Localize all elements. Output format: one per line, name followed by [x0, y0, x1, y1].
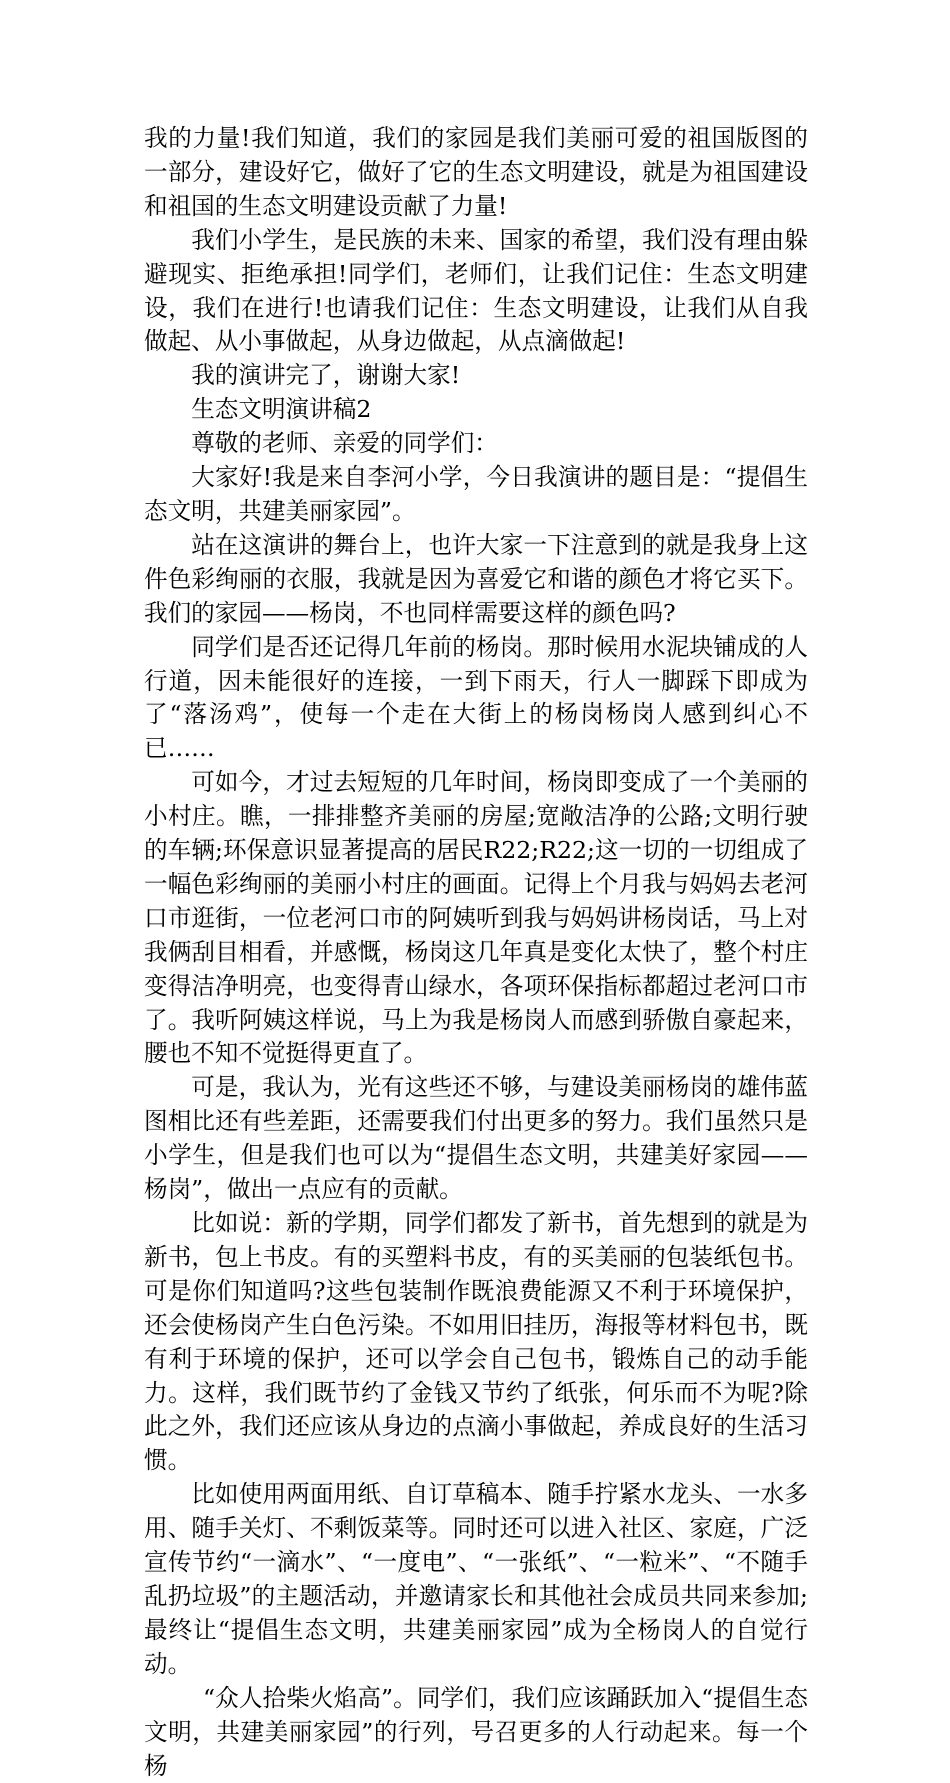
paragraph-12: 比如使用两面用纸、自订草稿本、随手拧紧水龙头、一水多用、随手关灯、不剩饭菜等。同时还可以进入社区、家庭，广泛宣传节约“一滴水”、“一度电”、“一张纸”、“一粒米”、“不随手乱扔垃圾”的主题活动，并邀请家长和其他社会成员共同来参加;最终让“提倡生态文明，共建美丽家园”成为全杨岗人的自觉行动。	[144, 1480, 808, 1678]
salutation: 尊敬的老师、亲爱的同学们：	[191, 429, 498, 458]
paragraph-7: 站在这演讲的舞台上，也许大家一下注意到的就是我身上这件色彩绚丽的衣服，我就是因为喜爱它和谐的颜色才将它买下。我们的家园——杨岗，不也同样需要这样的颜色吗?	[144, 530, 808, 627]
paragraph-1: 我的力量!我们知道，我们的家园是我们美丽可爱的祖国版图的一部分，建设好它，做好了它的生态文明建设，就是为祖国建设和祖国的生态文明建设贡献了力量!	[144, 124, 808, 220]
paragraph-8: 同学们是否还记得几年前的杨岗。那时候用水泥块铺成的人行道，因未能很好的连接，一到下雨天，行人一脚踩下即成为了“落汤鸡”，使每一个走在大街上的杨岗杨岗人感到纠心不已……	[144, 632, 808, 763]
paragraph-11: 比如说：新的学期，同学们都发了新书，首先想到的就是为新书，包上书皮。有的买塑料书皮，有的买美丽的包装纸包书。可是你们知道吗?这些包装制作既浪费能源又不利于环境保护，还会使杨岗产生白色污染。不如用旧挂历，海报等材料包书，既有利于环境的保护，还可以学会自己包书，锻炼自己的动手能力。这样，我们既节约了金钱又节约了纸张，何乐而不为呢?除此之外，我们还应该从身边的点滴小事做起，养成良好的生活习惯。	[144, 1209, 808, 1475]
paragraph-9: 可如今，才过去短短的几年时间，杨岗即变成了一个美丽的小村庄。瞧，一排排整齐美丽的房屋;宽敞洁净的公路;文明行驶的车辆;环保意识显著提高的居民R22;R22;这一切的一切组成了一幅色彩绚丽的美丽小村庄的画面。记得上个月我与妈妈去老河口市逛街，一位老河口市的阿姨听到我与妈妈讲杨岗话，马上对我俩刮目相看，并感慨，杨岗这几年真是变化太快了，整个村庄变得洁净明亮，也变得青山绿水，各项环保指标都超过老河口市了。我听阿姨这样说，马上为我是杨岗人而感到骄傲自豪起来，腰也不知不觉挺得更直了。	[144, 768, 808, 1068]
section-title: 生态文明演讲稿2	[191, 395, 372, 424]
paragraph-3: 我的演讲完了，谢谢大家!	[191, 361, 461, 390]
paragraph-6: 大家好!我是来自李河小学，今日我演讲的题目是：“提倡生态文明，共建美丽家园”。	[144, 463, 808, 525]
paragraph-10: 可是，我认为，光有这些还不够，与建设美丽杨岗的雄伟蓝图相比还有些差距，还需要我们付出更多的努力。我们虽然只是小学生，但是我们也可以为“提倡生态文明，共建美好家园——杨岗”，做出一点应有的贡献。	[144, 1073, 808, 1204]
paragraph-2: 我们小学生，是民族的未来、国家的希望，我们没有理由躲避现实、拒绝承担!同学们，老师们，让我们记住：生态文明建设，我们在进行!也请我们记住：生态文明建设，让我们从自我做起、从小事做起，从身边做起，从点滴做起!	[144, 225, 808, 356]
paragraph-13: “众人拾柴火焰高”。同学们，我们应该踊跃加入“提倡生态文明，共建美丽家园”的行列，号召更多的人行动起来。每一个杨	[144, 1683, 808, 1780]
document-page	[144, 122, 808, 1783]
